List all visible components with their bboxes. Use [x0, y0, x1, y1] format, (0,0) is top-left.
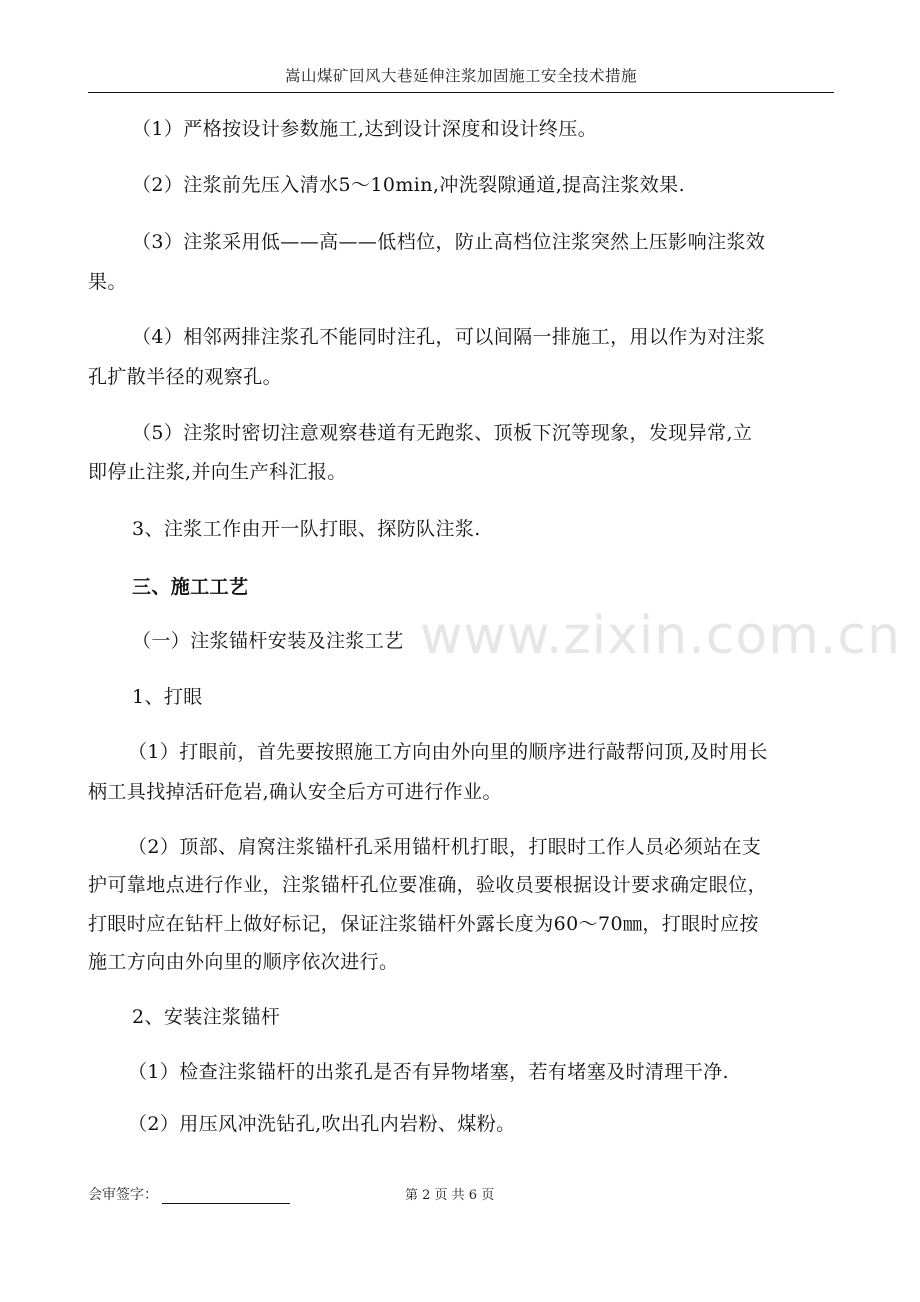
header-divider — [88, 92, 834, 93]
section-heading: 三、施工工艺 — [132, 576, 249, 598]
paragraph-5-line-2: 即停止注浆,并向生产科汇报。 — [88, 461, 347, 483]
paragraph-6: 3、注浆工作由开一队打眼、探防队注浆. — [132, 518, 481, 540]
paragraph-4-line-1: （4）相邻两排注浆孔不能同时注孔，可以间隔一排施工，用以作为对注浆 — [132, 326, 766, 348]
item-heading-1: 1、打眼 — [132, 686, 203, 708]
paragraph-1: （1）严格按设计参数施工,达到设计深度和设计终压。 — [132, 118, 598, 140]
paragraph-5-line-1: （5）注浆时密切注意观察巷道有无跑浆、顶板下沉等现象，发现异常,立 — [132, 422, 753, 444]
item-heading-2: 2、安装注浆锚杆 — [132, 1006, 281, 1028]
install-step-1: （1）检查注浆锚杆的出浆孔是否有异物堵塞，若有堵塞及时清理干净. — [128, 1061, 729, 1083]
subsection-heading: （一）注浆锚杆安装及注浆工艺 — [132, 630, 404, 652]
drill-step-1-line-1: （1）打眼前，首先要按照施工方向由外向里的顺序进行敲帮问顶,及时用长 — [128, 741, 768, 763]
footer-signature — [88, 1184, 290, 1204]
signature-line — [162, 1189, 290, 1204]
signature-label: 会审签字： — [88, 1187, 158, 1203]
watermark: www.zixin.com.cn — [420, 606, 901, 666]
paragraph-2: （2）注浆前先压入清水5～10min,冲洗裂隙通道,提高注浆效果. — [132, 174, 686, 196]
paragraph-3-line-1: （3）注浆采用低——高——低档位，防止高档位注浆突然上压影响注浆效 — [132, 231, 766, 253]
drill-step-2-line-1: （2）顶部、肩窝注浆锚杆孔采用锚杆机打眼，打眼时工作人员必须站在支 — [128, 836, 762, 858]
paragraph-4-line-2: 孔扩散半径的观察孔。 — [88, 366, 283, 388]
drill-step-2-line-4: 施工方向由外向里的顺序依次进行。 — [88, 951, 399, 973]
drill-step-2-line-2: 护可靠地点进行作业，注浆锚杆孔位要准确，验收员要根据设计要求确定眼位， — [88, 874, 768, 896]
page-header-title: 嵩山煤矿回风大巷延伸注浆加固施工安全技术措施 — [284, 67, 637, 85]
paragraph-3-line-2: 果。 — [88, 271, 127, 293]
drill-step-1-line-2: 柄工具找掉活矸危岩,确认安全后方可进行作业。 — [88, 781, 502, 803]
footer-page-number: 第 2 页 共 6 页 — [405, 1188, 495, 1203]
drill-step-2-line-3: 打眼时应在钻杆上做好标记，保证注浆锚杆外露长度为60～70㎜，打眼时应按 — [88, 913, 759, 935]
install-step-2: （2）用压风冲洗钻孔,吹出孔内岩粉、煤粉。 — [128, 1113, 516, 1135]
